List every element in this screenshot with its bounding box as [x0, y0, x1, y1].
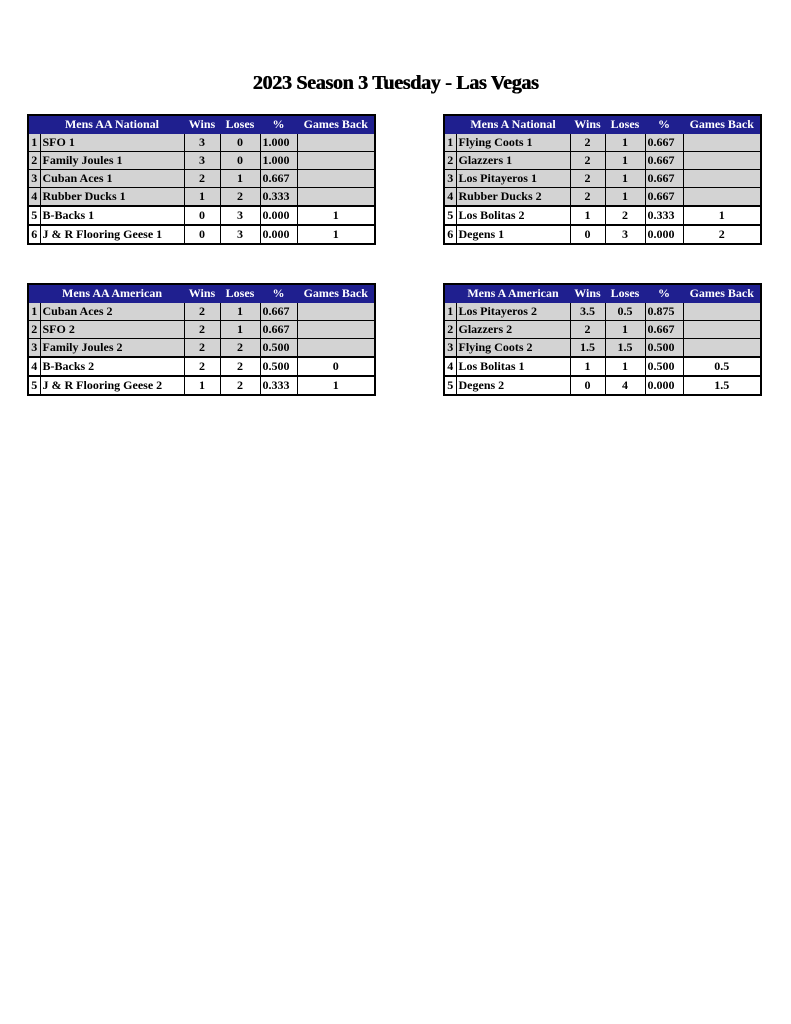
- pct-cell: 0.500: [645, 357, 683, 376]
- table-row: [28, 170, 375, 188]
- table-row: [28, 339, 375, 358]
- pct-cell: 1.000: [260, 152, 297, 170]
- pct-cell: 1.000: [260, 134, 297, 152]
- wins-cell: 2: [570, 134, 605, 152]
- loses-cell: 3: [605, 225, 645, 244]
- rank-cell: 3: [28, 339, 40, 358]
- wins-cell: 1: [184, 188, 220, 207]
- rank-cell: 3: [28, 170, 40, 188]
- wins-cell: 2: [570, 321, 605, 339]
- rank-cell: 5: [28, 376, 40, 395]
- loses-header: Loses: [220, 284, 260, 303]
- team-name-cell: J & R Flooring Geese 1: [40, 225, 184, 244]
- wins-cell: 2: [570, 170, 605, 188]
- rank-cell: 6: [28, 225, 40, 244]
- loses-header: Loses: [605, 284, 645, 303]
- games-back-cell: [683, 188, 761, 207]
- pct-header: %: [645, 284, 683, 303]
- loses-cell: 3: [220, 225, 260, 244]
- team-name-cell: Family Joules 1: [40, 152, 184, 170]
- rank-header: [28, 284, 40, 303]
- wins-cell: 0: [184, 206, 220, 225]
- division-header: Mens A American: [456, 284, 570, 303]
- wins-cell: 0: [184, 225, 220, 244]
- table-header-row: [28, 284, 375, 303]
- wins-cell: 3.5: [570, 303, 605, 321]
- team-name-cell: Rubber Ducks 2: [456, 188, 570, 207]
- table-row: [444, 188, 761, 207]
- loses-cell: 1: [605, 134, 645, 152]
- loses-cell: 3: [220, 206, 260, 225]
- games-back-cell: [683, 339, 761, 358]
- table-row: [28, 134, 375, 152]
- games-back-cell: [683, 321, 761, 339]
- pct-cell: 0.333: [260, 188, 297, 207]
- wins-cell: 2: [570, 188, 605, 207]
- rank-cell: 2: [28, 321, 40, 339]
- loses-cell: 2: [220, 188, 260, 207]
- loses-header: Loses: [220, 115, 260, 134]
- rank-cell: 1: [28, 134, 40, 152]
- table-row: [28, 152, 375, 170]
- games-back-cell: [297, 170, 375, 188]
- rank-cell: 2: [444, 321, 456, 339]
- rank-cell: 1: [444, 134, 456, 152]
- games-back-cell: [683, 303, 761, 321]
- rank-cell: 4: [28, 188, 40, 207]
- pct-cell: 0.000: [260, 206, 297, 225]
- rank-cell: 3: [444, 170, 456, 188]
- wins-header: Wins: [184, 284, 220, 303]
- loses-cell: 1: [220, 321, 260, 339]
- loses-cell: 0: [220, 152, 260, 170]
- games-back-cell: 1: [297, 225, 375, 244]
- games-back-cell: [683, 152, 761, 170]
- loses-cell: 0: [220, 134, 260, 152]
- division-header: Mens AA National: [40, 115, 184, 134]
- rank-cell: 5: [28, 206, 40, 225]
- table-header-row: [444, 115, 761, 134]
- pct-cell: 0.500: [260, 357, 297, 376]
- games-back-cell: 1: [297, 206, 375, 225]
- table-header-row: [444, 284, 761, 303]
- team-name-cell: Flying Coots 1: [456, 134, 570, 152]
- rank-cell: 4: [28, 357, 40, 376]
- rank-cell: 5: [444, 376, 456, 395]
- rank-cell: 1: [444, 303, 456, 321]
- games-back-cell: 1.5: [683, 376, 761, 395]
- table-row: [444, 321, 761, 339]
- loses-header: Loses: [605, 115, 645, 134]
- table-header-row: [28, 115, 375, 134]
- table-row: [28, 376, 375, 395]
- wins-cell: 1: [184, 376, 220, 395]
- wins-cell: 2: [184, 339, 220, 358]
- team-name-cell: Cuban Aces 2: [40, 303, 184, 321]
- pct-cell: 0.333: [645, 206, 683, 225]
- standings-table-mens-a-national: [443, 114, 762, 245]
- loses-cell: 1: [220, 303, 260, 321]
- team-name-cell: Los Pitayeros 1: [456, 170, 570, 188]
- wins-cell: 1.5: [570, 339, 605, 358]
- team-name-cell: Family Joules 2: [40, 339, 184, 358]
- games-back-header: Games Back: [683, 284, 761, 303]
- pct-header: %: [645, 115, 683, 134]
- wins-header: Wins: [570, 115, 605, 134]
- loses-cell: 1: [605, 188, 645, 207]
- rank-cell: 3: [444, 339, 456, 358]
- pct-cell: 0.667: [645, 134, 683, 152]
- table-row: [444, 152, 761, 170]
- wins-cell: 2: [570, 152, 605, 170]
- pct-cell: 0.500: [260, 339, 297, 358]
- rank-cell: 4: [444, 357, 456, 376]
- team-name-cell: Glazzers 1: [456, 152, 570, 170]
- wins-cell: 0: [570, 376, 605, 395]
- pct-cell: 0.667: [645, 170, 683, 188]
- table-row: [444, 376, 761, 395]
- wins-header: Wins: [184, 115, 220, 134]
- wins-cell: 3: [184, 134, 220, 152]
- loses-cell: 0.5: [605, 303, 645, 321]
- loses-cell: 2: [605, 206, 645, 225]
- division-header: Mens A National: [456, 115, 570, 134]
- rank-cell: 5: [444, 206, 456, 225]
- wins-cell: 2: [184, 357, 220, 376]
- wins-cell: 3: [184, 152, 220, 170]
- rank-header: [444, 284, 456, 303]
- rank-cell: 2: [444, 152, 456, 170]
- loses-cell: 2: [220, 376, 260, 395]
- rank-cell: 1: [28, 303, 40, 321]
- rank-cell: 2: [28, 152, 40, 170]
- team-name-cell: J & R Flooring Geese 2: [40, 376, 184, 395]
- pct-cell: 0.667: [260, 170, 297, 188]
- games-back-cell: [297, 321, 375, 339]
- table-row: [444, 225, 761, 244]
- loses-cell: 2: [220, 357, 260, 376]
- team-name-cell: Los Bolitas 2: [456, 206, 570, 225]
- team-name-cell: Degens 2: [456, 376, 570, 395]
- games-back-cell: [297, 152, 375, 170]
- team-name-cell: Degens 1: [456, 225, 570, 244]
- table-row: [28, 321, 375, 339]
- games-back-cell: [297, 134, 375, 152]
- rank-cell: 6: [444, 225, 456, 244]
- rank-header: [444, 115, 456, 134]
- team-name-cell: Cuban Aces 1: [40, 170, 184, 188]
- page-title: 2023 Season 3 Tuesday - Las Vegas: [252, 72, 539, 94]
- team-name-cell: Rubber Ducks 1: [40, 188, 184, 207]
- loses-cell: 1: [605, 170, 645, 188]
- team-name-cell: Flying Coots 2: [456, 339, 570, 358]
- table-row: [444, 357, 761, 376]
- games-back-cell: 1: [683, 206, 761, 225]
- table-row: [444, 170, 761, 188]
- games-back-cell: 1: [297, 376, 375, 395]
- standings-table-mens-a-american: [443, 283, 762, 396]
- wins-header: Wins: [570, 284, 605, 303]
- loses-cell: 1: [605, 357, 645, 376]
- games-back-cell: 2: [683, 225, 761, 244]
- loses-cell: 4: [605, 376, 645, 395]
- table-row: [28, 188, 375, 207]
- pct-header: %: [260, 284, 297, 303]
- table-row: [444, 303, 761, 321]
- standings-table-mens-aa-national: [27, 114, 376, 245]
- table-row: [28, 206, 375, 225]
- loses-cell: 1: [605, 152, 645, 170]
- games-back-cell: [683, 134, 761, 152]
- rank-cell: 4: [444, 188, 456, 207]
- wins-cell: 1: [570, 357, 605, 376]
- team-name-cell: Los Pitayeros 2: [456, 303, 570, 321]
- games-back-header: Games Back: [683, 115, 761, 134]
- wins-cell: 2: [184, 321, 220, 339]
- team-name-cell: B-Backs 2: [40, 357, 184, 376]
- team-name-cell: Glazzers 2: [456, 321, 570, 339]
- games-back-cell: [297, 339, 375, 358]
- games-back-cell: 0: [297, 357, 375, 376]
- pct-cell: 0.667: [645, 321, 683, 339]
- rank-header: [28, 115, 40, 134]
- wins-cell: 2: [184, 170, 220, 188]
- team-name-cell: SFO 2: [40, 321, 184, 339]
- games-back-cell: [297, 303, 375, 321]
- loses-cell: 2: [220, 339, 260, 358]
- pct-cell: 0.000: [645, 376, 683, 395]
- pct-cell: 0.000: [260, 225, 297, 244]
- wins-cell: 0: [570, 225, 605, 244]
- loses-cell: 1: [220, 170, 260, 188]
- team-name-cell: SFO 1: [40, 134, 184, 152]
- loses-cell: 1: [605, 321, 645, 339]
- loses-cell: 1.5: [605, 339, 645, 358]
- wins-cell: 1: [570, 206, 605, 225]
- table-row: [444, 206, 761, 225]
- games-back-cell: [683, 170, 761, 188]
- table-row: [444, 134, 761, 152]
- games-back-header: Games Back: [297, 284, 375, 303]
- games-back-header: Games Back: [297, 115, 375, 134]
- team-name-cell: Los Bolitas 1: [456, 357, 570, 376]
- table-row: [28, 303, 375, 321]
- pct-cell: 0.667: [260, 321, 297, 339]
- pct-cell: 0.500: [645, 339, 683, 358]
- table-row: [28, 357, 375, 376]
- pct-cell: 0.667: [645, 188, 683, 207]
- games-back-cell: 0.5: [683, 357, 761, 376]
- team-name-cell: B-Backs 1: [40, 206, 184, 225]
- pct-cell: 0.667: [645, 152, 683, 170]
- standings-table-mens-aa-american: [27, 283, 376, 396]
- pct-cell: 0.000: [645, 225, 683, 244]
- pct-cell: 0.667: [260, 303, 297, 321]
- wins-cell: 2: [184, 303, 220, 321]
- table-row: [444, 339, 761, 358]
- table-row: [28, 225, 375, 244]
- pct-cell: 0.333: [260, 376, 297, 395]
- division-header: Mens AA American: [40, 284, 184, 303]
- pct-cell: 0.875: [645, 303, 683, 321]
- games-back-cell: [297, 188, 375, 207]
- pct-header: %: [260, 115, 297, 134]
